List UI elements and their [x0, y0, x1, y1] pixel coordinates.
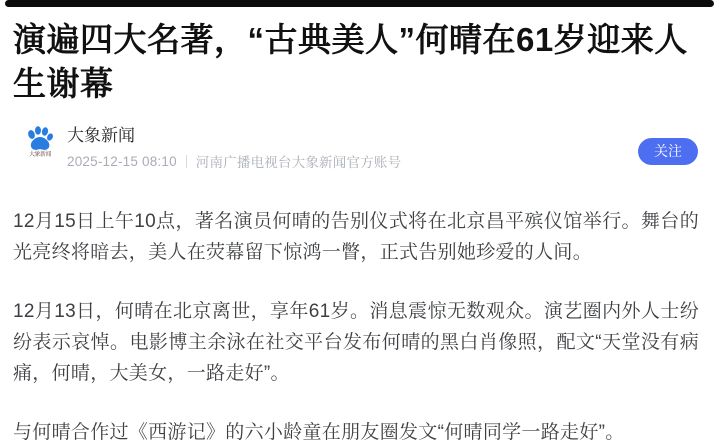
article-title: 演遍四大名著，“古典美人”何晴在61岁迎来人生谢幕 — [13, 21, 688, 102]
publisher-avatar[interactable] — [24, 126, 56, 159]
top-border-bar — [5, 0, 714, 7]
meta-divider — [186, 155, 187, 168]
avatar-caption: 大象新闻 — [28, 152, 51, 158]
publisher-meta — [67, 151, 401, 171]
publisher-info — [67, 126, 401, 171]
publisher-row — [24, 126, 699, 171]
article-paragraph: 12月15日上午10点，著名演员何晴的告别仪式将在北京昌平殡仪馆举行。舞台的光亮终将暗去，美人在荧幕留下惊鸿一瞥，正式告别她珍爱的人间。 — [13, 211, 699, 263]
article-body — [13, 206, 699, 440]
publish-timestamp: 2025-12-15 08:10 — [67, 153, 177, 169]
baidu-paw-icon — [25, 126, 55, 152]
publisher-name[interactable]: 大象新闻 — [67, 126, 135, 145]
article-paragraph: 12月13日，何晴在北京离世，享年61岁。消息震惊无数观众。演艺圈内外人士纷纷表示哀悼。电影博主余泳在社交平台发布何晴的黑白肖像照，配文“天堂没有病痛，何晴，大美女，一路走好”。 — [13, 301, 699, 384]
publisher-source: 河南广播电视台大象新闻官方账号 — [195, 155, 402, 170]
article-page — [0, 18, 719, 440]
follow-button[interactable]: 关注 — [638, 138, 698, 165]
article-paragraph: 与何晴合作过《西游记》的六小龄童在朋友圈发文“何晴同学一路走好”。 — [13, 422, 625, 440]
